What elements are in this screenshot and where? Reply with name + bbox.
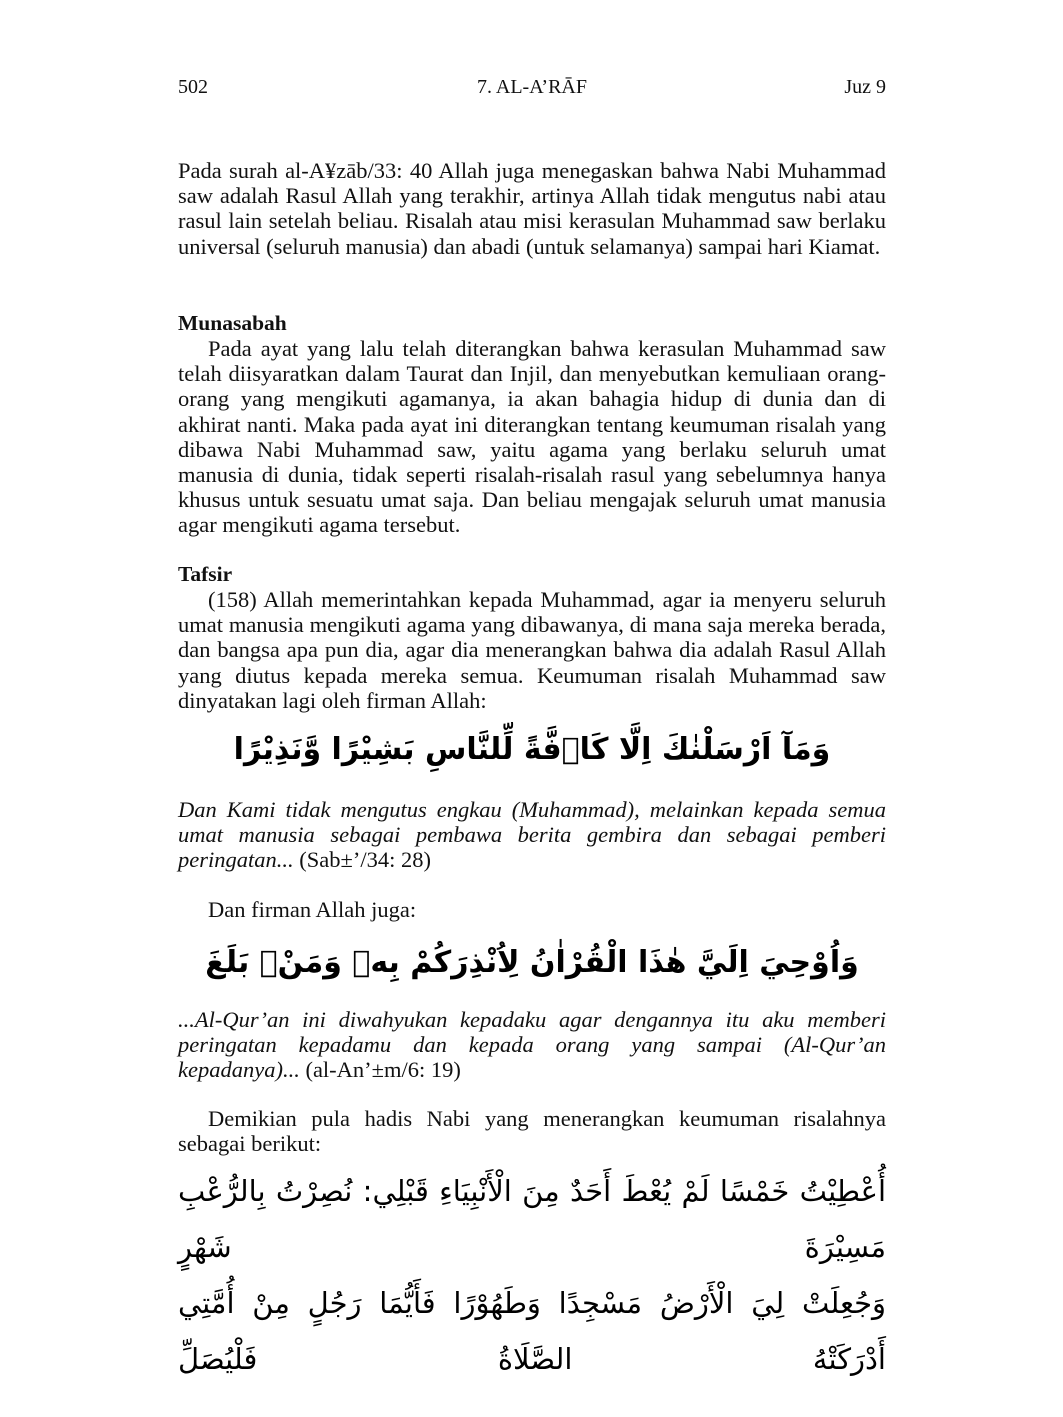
hadith-line-1: أُعْطِيْتُ خَمْسًا لَمْ يُعْطَ أَحَدٌ مِنَ الْأَنْبِيَاءِ قَبْلِي: نُصِرْتُ بِالرُّعْبِ مَسِيْرَةَ شَهْرٍ bbox=[178, 1174, 886, 1264]
juz-label: Juz 9 bbox=[844, 76, 886, 98]
verse2-translation-block bbox=[178, 1007, 886, 1083]
munasabah-paragraph: Pada ayat yang lalu telah diterangkan bahwa kerasulan Muhammad saw telah diisyaratkan dalam Taurat dan Injil, dan menyebutkan kemuliaan orang-orang yang mengikuti agamanya, ia akan bahagia hidup di dunia dan di akhirat nanti. Maka pada ayat ini diterangkan tentang keumuman risalah yang dibawa Nabi Muhammad saw, yaitu agama yang berlaku seluruh umat manusia di dunia, tidak seperti risalah-risalah rasul yang sebelumnya hanya khusus untuk sesuatu umat saja. Dan beliau mengajak seluruh umat manusia agar mengikuti agama tersebut. bbox=[178, 336, 886, 538]
intro-paragraph-block bbox=[178, 158, 886, 259]
verse2-arabic: وَاُوْحِيَ اِلَيَّ هٰذَا الْقُرْاٰنُ لِاُنْذِرَكُمْ بِهٖ وَمَنْۢ بَلَغَ bbox=[205, 945, 859, 980]
verse1-translation-block bbox=[178, 797, 886, 873]
tafsir-paragraph: (158) Allah memerintahkan kepada Muhammad, agar ia menyeru seluruh umat manusia mengikuti agama yang dibawanya, di mana saja mereka berada, dan bangsa apa pun dia, agar dia menerangkan bahwa dia adalah Rasul Allah yang diutus kepada mereka semua. Keumuman risalah Muhammad saw dinyatakan lagi oleh firman Allah: bbox=[178, 587, 886, 713]
tafsir-heading: Tafsir bbox=[178, 562, 233, 586]
tafsir-block bbox=[178, 587, 886, 713]
page-header bbox=[178, 76, 886, 102]
intro-paragraph: Pada surah al-A¥zāb/33: 40 Allah juga menegaskan bahwa Nabi Muhammad saw adalah Rasul Allah yang terakhir, artinya Allah tidak mengutus nabi atau rasul lain setelah beliau. Risalah atau misi kerasulan Muhammad saw berlaku universal (seluruh manusia) dan abadi (untuk selamanya) sampai hari Kiamat. bbox=[178, 158, 886, 259]
hadith-line-2: وَجُعِلَتْ لِيَ الْأَرْضُ مَسْجِدًا وَطَهُوْرًا فَأَيُّمَا رَجُلٍ مِنْ أُمَّتِي أَدْرَكَتْهُ الصَّلَاةُ فَلْيُصَلِّ bbox=[178, 1286, 886, 1376]
verse2-reference: (al-An’±m/6: 19) bbox=[305, 1057, 461, 1083]
verse1-translation-paragraph bbox=[178, 797, 886, 873]
verse1-reference: (Sab±’/34: 28) bbox=[299, 847, 431, 873]
between-text-block bbox=[178, 897, 886, 922]
munasabah-block bbox=[178, 336, 886, 538]
chapter-title: 7. AL-A’RĀF bbox=[476, 76, 587, 98]
page-number: 502 bbox=[178, 76, 208, 98]
between-text: Dan firman Allah juga: bbox=[208, 897, 417, 922]
verse2-translation-paragraph bbox=[178, 1007, 886, 1083]
verse2-translation: ...Al-Qur’an ini diwahyukan kepadaku agar dengannya itu aku memberi peringatan kepadamu dan kepada orang yang sampai (Al-Qur’an kepadanya)... bbox=[178, 1007, 886, 1083]
hadith-intro: Demikian pula hadis Nabi yang menerangkan keumuman risalahnya sebagai berikut: bbox=[178, 1106, 886, 1157]
hadith-intro-block bbox=[178, 1106, 886, 1156]
hadith-text bbox=[178, 1163, 886, 1387]
munasabah-heading: Munasabah bbox=[178, 311, 287, 335]
verse1-arabic: وَمَآ اَرْسَلْنٰكَ اِلَّا كَاۤفَّةً لِّلنَّاسِ بَشِيْرًا وَّنَذِيْرًا bbox=[233, 732, 831, 767]
verse1-translation: Dan Kami tidak mengutus engkau (Muhammad), melainkan kepada semua umat manusia sebagai pembawa berita gembira dan sebagai pemberi peringatan... bbox=[178, 797, 886, 873]
